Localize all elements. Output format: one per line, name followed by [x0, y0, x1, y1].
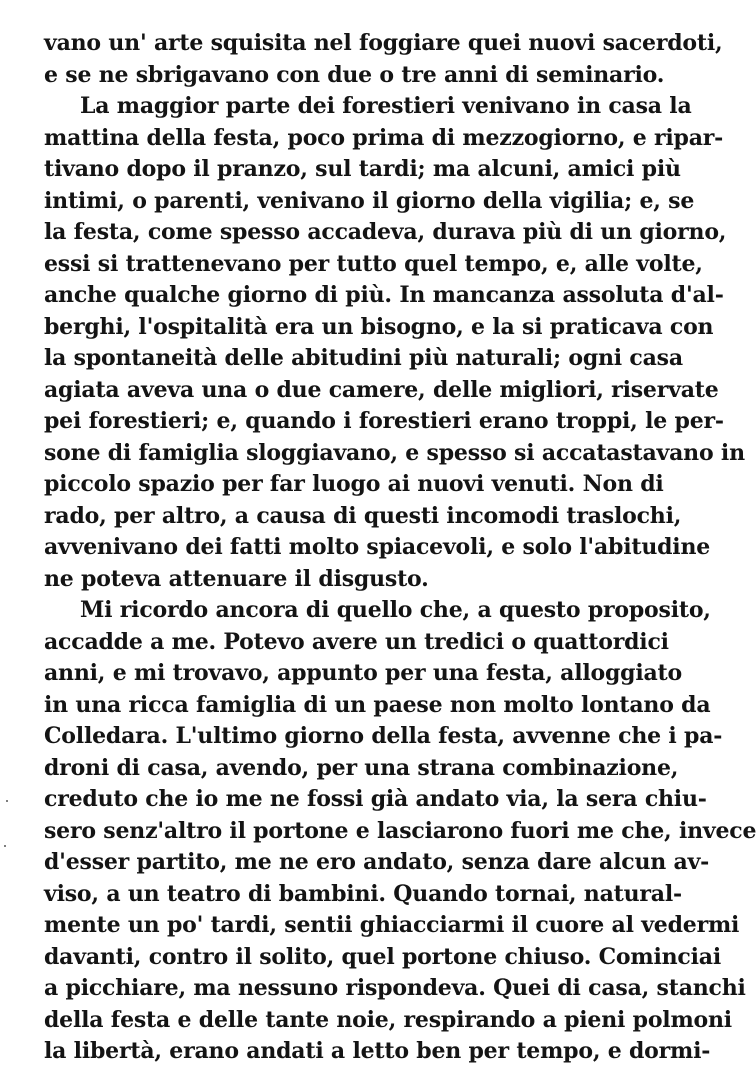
text-line: agiata aveva una o due camere, delle migliori, riservate: [44, 376, 719, 403]
text-line: accadde a me. Potevo avere un tredici o quattordici: [44, 628, 669, 655]
text-line: mattina della festa, poco prima di mezzogiorno, e ripar-: [44, 124, 724, 151]
text-line: sero senz'altro il portone e lasciarono fuori me che, invece: [44, 817, 756, 844]
text-line: la libertà, erano andati a letto ben per tempo, e dormi-: [44, 1038, 711, 1064]
text-line: ne poteva attenuare il disgusto.: [44, 565, 429, 592]
scan-speck: [4, 845, 6, 847]
text-line: in una ricca famiglia di un paese non molto lontano da: [44, 691, 711, 718]
text-line: sone di famiglia sloggiavano, e spesso si accatastavano in: [44, 439, 745, 466]
text-line: intimi, o parenti, venivano il giorno della vigilia; e, se: [44, 187, 695, 214]
text-line: pei forestieri; e, quando i forestieri erano troppi, le per-: [44, 408, 724, 434]
text-line: anche qualche giorno di più. In mancanza assoluta d'al-: [44, 282, 724, 308]
text-line: e se ne sbrigavano con due o tre anni di seminario.: [44, 61, 665, 88]
text-line: essi si trattenevano per tutto quel tempo, e, alle volte,: [44, 250, 703, 277]
text-line: Mi ricordo ancora di quello che, a questo proposito,: [80, 597, 711, 623]
paragraph-forestieri: [44, 91, 745, 595]
text-line: d'esser partito, me ne ero andato, senza dare alcun av-: [44, 849, 710, 875]
text-line: la festa, come spesso accadeva, durava più di un giorno,: [44, 219, 727, 245]
text-line: creduto che io me ne fossi già andato via, la sera chiu-: [44, 786, 707, 812]
text-line: viso, a un teatro di bambini. Quando tornai, natural-: [44, 880, 682, 907]
text-line: tivano dopo il pranzo, sul tardi; ma alcuni, amici più: [44, 156, 681, 182]
text-line: mente un po' tardi, sentii ghiacciarmi il cuore al vedermi: [44, 912, 740, 938]
scan-speck: [6, 800, 8, 802]
text-line: piccolo spazio per far luogo ai nuovi venuti. Non di: [44, 471, 664, 497]
text-line: rado, per altro, a causa di questi incomodi traslochi,: [44, 502, 682, 529]
paragraph-continuation: [44, 28, 723, 91]
text-line: Colledara. L'ultimo giorno della festa, avvenne che i pa-: [44, 723, 723, 749]
text-line: vano un' arte squisita nel foggiare quei nuovi sacerdoti,: [44, 30, 723, 56]
text-line: della festa e delle tante noie, respirando a pieni polmoni: [44, 1006, 732, 1033]
text-line: avvenivano dei fatti molto spiacevoli, e solo l'abitudine: [44, 534, 711, 560]
text-line: davanti, contro il solito, quel portone chiuso. Cominciai: [44, 943, 722, 970]
text-line: anni, e mi trovavo, appunto per una festa, alloggiato: [44, 660, 682, 686]
paragraph-ricordo: [44, 595, 756, 1068]
text-line: La maggior parte dei forestieri venivano in casa la: [80, 93, 692, 119]
text-line: berghi, l'ospitalità era un bisogno, e la si praticava con: [44, 313, 714, 340]
page-text: [44, 28, 756, 1068]
text-line: droni di casa, avendo, per una strana combinazione,: [44, 754, 679, 781]
text-line: a picchiare, ma nessuno rispondeva. Quei di casa, stanchi: [44, 975, 746, 1001]
text-line: la spontaneità delle abitudini più naturali; ogni casa: [44, 345, 683, 371]
